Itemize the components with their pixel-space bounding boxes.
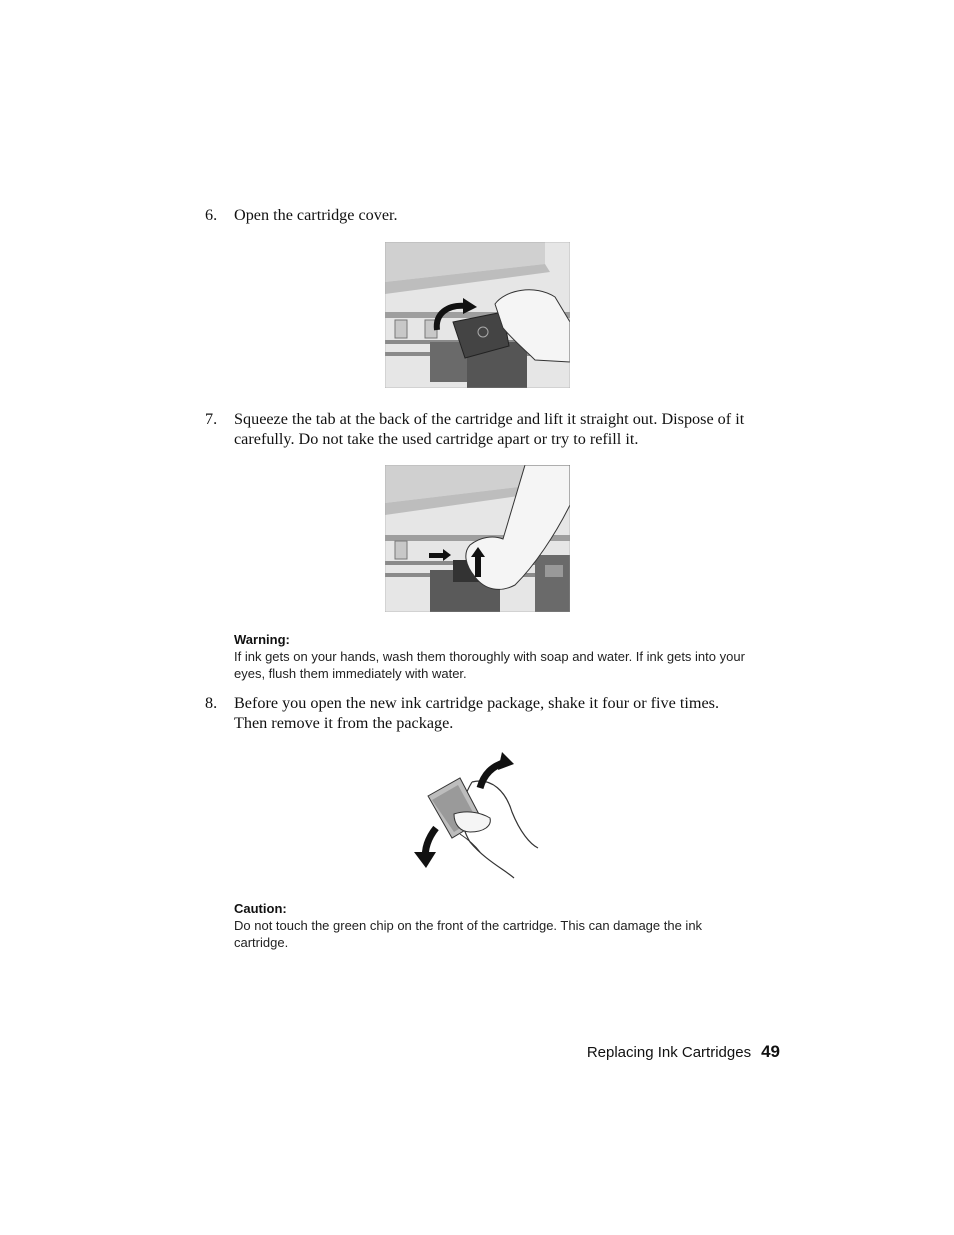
step-number: 6. bbox=[205, 206, 218, 224]
caution-body: Do not touch the green chip on the front of the cartridge. This can damage the ink cartridge. bbox=[234, 918, 703, 950]
step-number: 7. bbox=[205, 410, 218, 428]
step-7 bbox=[205, 409, 750, 449]
step-number: 8. bbox=[205, 694, 218, 712]
open-cover-illustration bbox=[385, 242, 570, 388]
page-footer bbox=[587, 1042, 780, 1062]
step-8 bbox=[205, 693, 750, 733]
footer-section-title: Replacing Ink Cartridges bbox=[586, 1044, 752, 1061]
remove-cartridge-illustration bbox=[385, 465, 570, 612]
step-text: Squeeze the tab at the back of the cartridge and lift it straight out. Dispose of it carefully. Do not take the used cartridge apart or try to refill it. bbox=[234, 410, 745, 448]
page-number: 49 bbox=[761, 1042, 780, 1061]
warning-note bbox=[234, 632, 754, 682]
warning-body: If ink gets on your hands, wash them thoroughly with soap and water. If ink gets into your eyes, flush them immediately with water. bbox=[234, 649, 745, 681]
shake-cartridge-illustration bbox=[410, 752, 542, 880]
caution-heading: Caution: bbox=[234, 901, 287, 916]
step-6 bbox=[205, 205, 750, 225]
step-text: Open the cartridge cover. bbox=[234, 206, 398, 224]
warning-heading: Warning: bbox=[234, 632, 290, 647]
caution-note bbox=[234, 901, 754, 951]
step-text: Before you open the new ink cartridge package, shake it four or five times. Then remove it from the package. bbox=[234, 694, 720, 732]
